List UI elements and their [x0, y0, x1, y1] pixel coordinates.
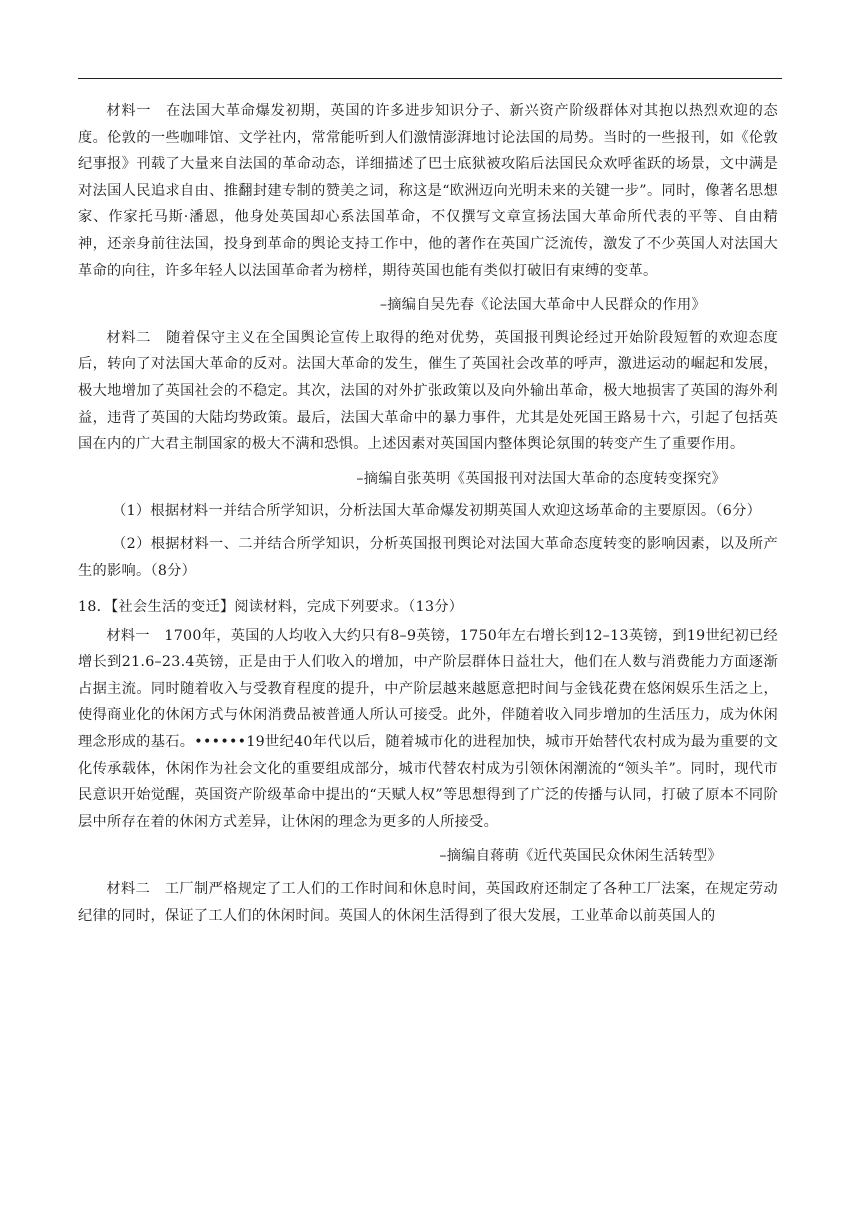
material-one-b-paragraph: 材料一 1700年，英国的人均收入大约只有8–9英镑，1750年左右增长到12–13英镑，到19世纪初已经增长到21.6–23.4英镑，正是由于人们收入的增加，中产阶层群体日益壮大，他们在人数与消费能力方面逐渐占据主流。同时随着收入与受教育程度的提升，中产阶层越来越愿意把时间与金钱花费在悠闲娱乐生活之上，使得商业化的休闲方式与休闲消费品被普通人所认可接受。此外，伴随着收入同步增加的生活压力，成为休闲理念形成的基石。••••••19世纪40年代以后，随着城市化的进程加快，城市开始替代农村成为最为重要的文化传承载体，休闲作为社会文化的重要组成部分，城市代替农村成为引领休闲潮流的“领头羊”。同时，现代市民意识开始觉醒，英国资产阶级革命中提出的“天赋人权”等思想得到了广泛的传播与认同，打破了原本不同阶层中所存在着的休闲方式差异，让休闲的理念为更多的人所接受。 [78, 627, 778, 830]
material-two-paragraph: 材料二 随着保守主义在全国舆论宣传上取得的绝对优势，英国报刊舆论经过开始阶段短暂的欢迎态度后，转向了对法国大革命的反对。法国大革命的发生，催生了英国社会改革的呼声，激进运动的崛起和发展，极大地增加了英国社会的不稳定。其次，法国的对外扩张政策以及向外输出革命，极大地损害了英国的海外利益，违背了英国的大陆均势政策。最后，法国大革命中的暴力事件，尤其是处死国王路易十六，引起了包括英国在内的广大君主制国家的极大不满和恐惧。上述因素对英国国内整体舆论氛围的转变产生了重要作用。 [78, 329, 778, 453]
material-one-b-source: –摘编自蒋萌《近代英国民众休闲生活转型》 [439, 848, 722, 865]
question-1: （1）根据材料一并结合所学知识，分析法国大革命爆发初期英国人欢迎这场革命的主要原因。（6分） [112, 503, 762, 520]
material-two-source: –摘编自张英明《英国报刊对法国大革命的态度转变探究》 [356, 470, 726, 487]
question-18-heading: 18．【社会生活的变迁】阅读材料，完成下列要求。（13分） [78, 599, 464, 616]
question-2: （2）根据材料一、二并结合所学知识，分析英国报刊舆论对法国大革命态度转变的影响因素，以及所产生的影响。（8分） [78, 535, 778, 579]
material-one-source: –摘编自吴先春《论法国大革命中人民群众的作用》 [379, 297, 706, 314]
document-body [78, 98, 778, 929]
header-rule [78, 78, 782, 79]
material-two-b-paragraph: 材料二 工厂制严格规定了工人们的工作时间和休息时间，英国政府还制定了各种工厂法案，在规定劳动纪律的同时，保证了工人们的休闲时间。英国人的休闲生活得到了很大发展，工业革命以前英国人的 [78, 881, 778, 924]
material-one-paragraph: 材料一 在法国大革命爆发初期，英国的许多进步知识分子、新兴资产阶级群体对其抱以热烈欢迎的态度。伦敦的一些咖啡馆、文学社内，常常能听到人们激情澎湃地讨论法国的局势。当时的一些报刊，如《伦敦纪事报》刊载了大量来自法国的革命动态，详细描述了巴士底狱被攻陷后法国民众欢呼雀跃的场景，文中满是对法国人民追求自由、推翻封建专制的赞美之词，称这是“欧洲迈向光明未来的关键一步”。同时，像著名思想家、作家托马斯·潘恩，他身处英国却心系法国革命，不仅撰写文章宣扬法国大革命所代表的平等、自由精神，还亲身前往法国，投身到革命的舆论支持工作中，他的著作在英国广泛流传，激发了不少英国人对法国大革命的向往，许多年轻人以法国革命者为榜样，期待英国也能有类似打破旧有束缚的变革。 [78, 103, 778, 279]
